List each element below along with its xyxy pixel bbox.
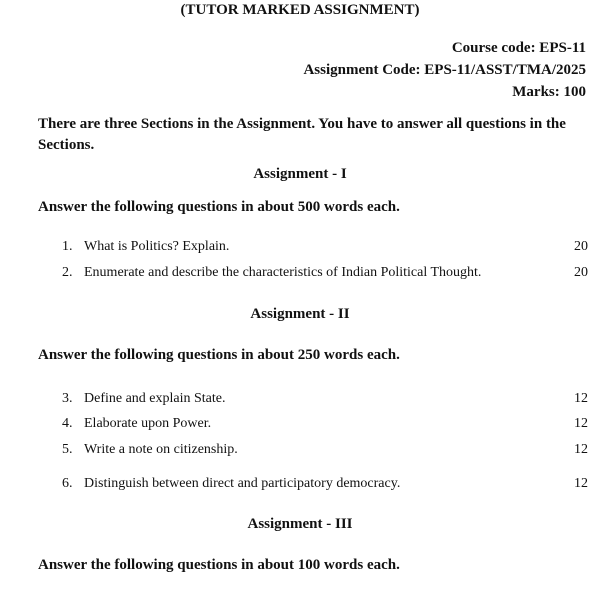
question-number: 2. <box>62 265 73 280</box>
section-instruction-1: Answer the following questions in about 500 words each. <box>38 199 400 215</box>
section-instruction-2: Answer the following questions in about 250 words each. <box>38 347 400 363</box>
question-marks: 12 <box>574 442 588 457</box>
question-marks: 20 <box>574 265 588 280</box>
question-number: 4. <box>62 416 73 431</box>
course-code: Course code: EPS-11 <box>451 40 586 56</box>
assignment-code: Assignment Code: EPS-11/ASST/TMA/2025 <box>303 62 586 78</box>
question-number: 1. <box>62 239 73 254</box>
question-marks: 12 <box>574 391 588 406</box>
document-title: (TUTOR MARKED ASSIGNMENT) <box>180 2 420 18</box>
question-marks: 12 <box>574 416 588 431</box>
question-text: Write a note on citizenship. <box>84 442 238 457</box>
question-text: Enumerate and describe the characteristics of Indian Political Thought. <box>84 265 482 280</box>
intro-instructions: There are three Sections in the Assignment. You have to answer all questions in the Sections. <box>38 116 566 153</box>
question-text: Elaborate upon Power. <box>84 416 212 431</box>
question-text: What is Politics? Explain. <box>84 239 230 254</box>
question-marks: 20 <box>574 239 588 254</box>
question-text: Define and explain State. <box>84 391 226 406</box>
section-heading-3: Assignment - III <box>247 516 353 532</box>
section-heading-1: Assignment - I <box>253 166 347 182</box>
section-heading-2: Assignment - II <box>250 306 350 322</box>
question-marks: 12 <box>574 476 588 491</box>
question-number: 6. <box>62 476 73 491</box>
total-marks: Marks: 100 <box>512 84 586 100</box>
question-number: 3. <box>62 391 73 406</box>
question-number: 5. <box>62 442 73 457</box>
question-text: Distinguish between direct and participatory democracy. <box>84 476 401 491</box>
section-instruction-3: Answer the following questions in about 100 words each. <box>38 557 400 573</box>
